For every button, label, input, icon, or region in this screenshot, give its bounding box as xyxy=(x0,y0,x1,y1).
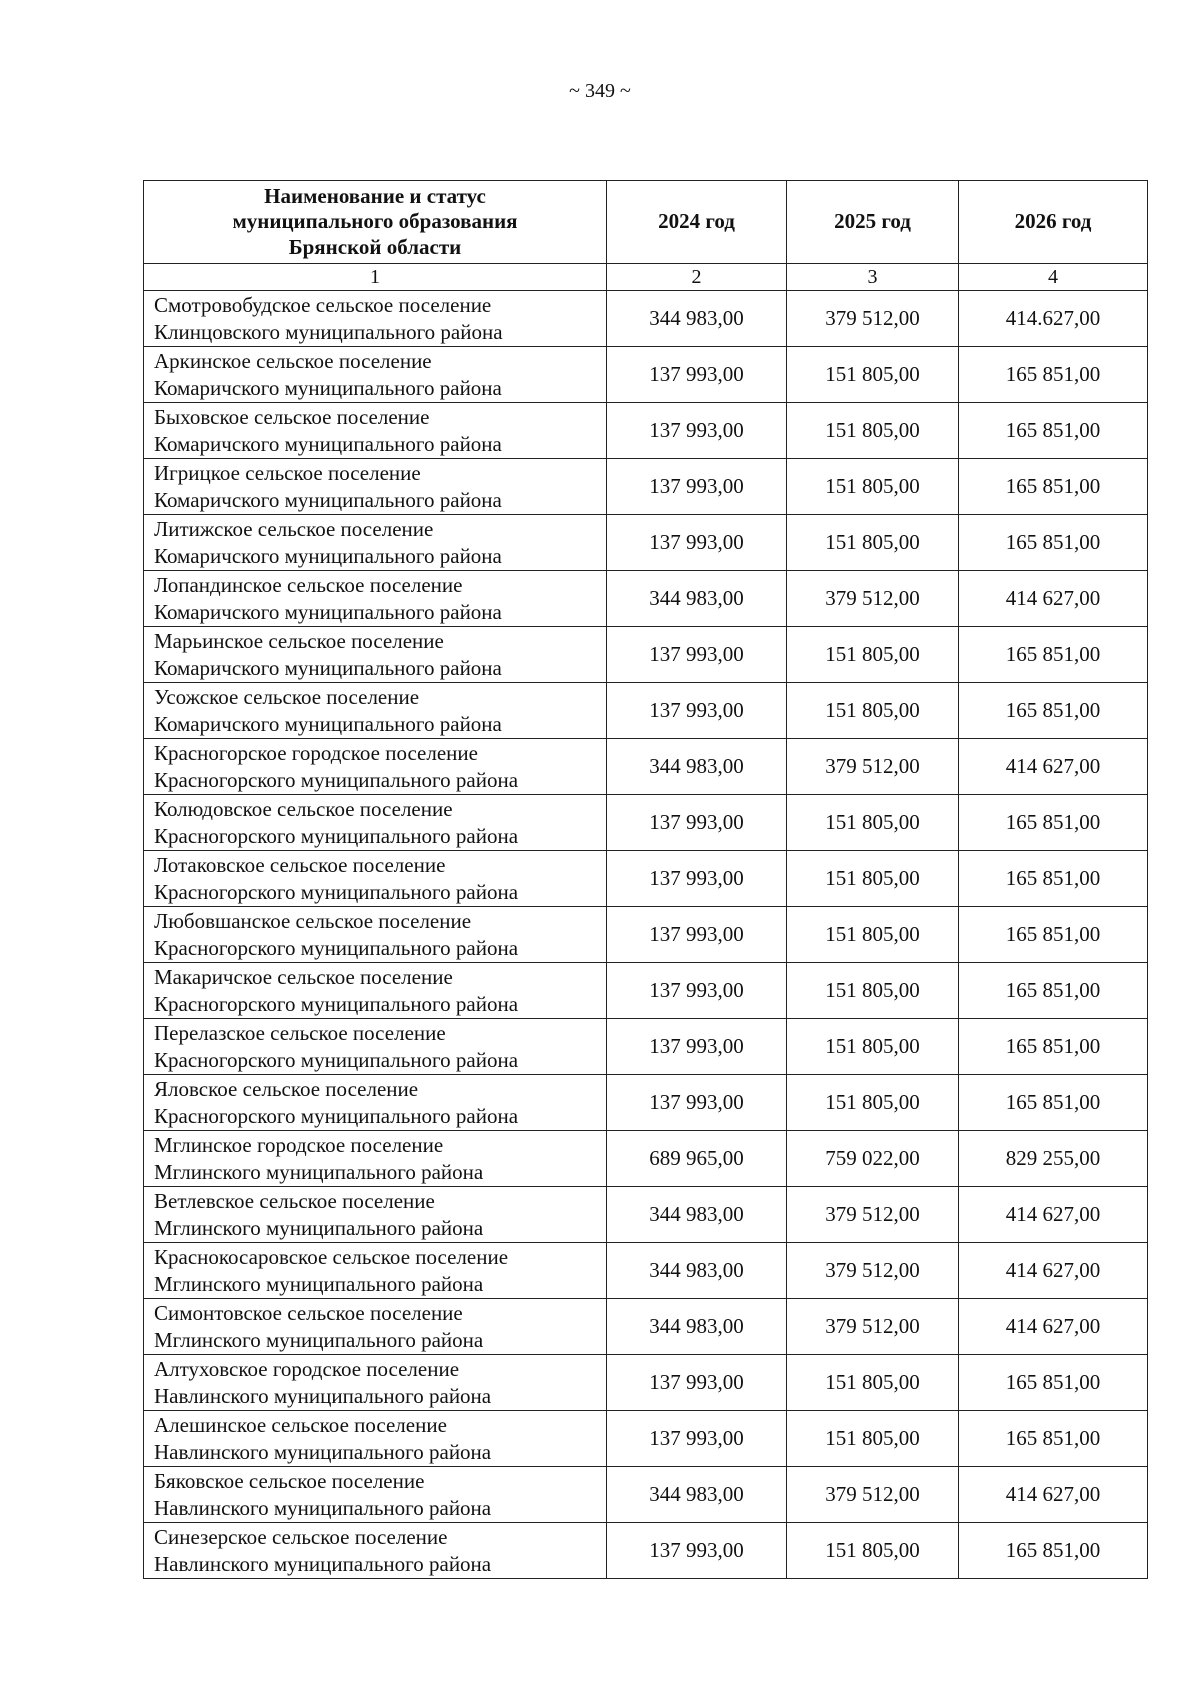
municipality-name-cell xyxy=(144,1299,607,1355)
value-2024-cell: 344 983,00 xyxy=(607,739,787,795)
settlement-name: Симонтовское сельское поселение xyxy=(154,1300,463,1325)
municipality-name-cell xyxy=(144,795,607,851)
district-name: Красногорского муниципального района xyxy=(154,991,519,1016)
year-2025-header: 2025 год xyxy=(787,181,959,264)
settlement-name: Игрицкое сельское поселение xyxy=(154,460,421,485)
table-row xyxy=(144,907,1148,963)
value-2024-cell: 137 993,00 xyxy=(607,683,787,739)
column-number-1: 1 xyxy=(144,264,607,291)
table-header-row xyxy=(144,181,1148,264)
table-row xyxy=(144,403,1148,459)
municipality-name-cell xyxy=(144,851,607,907)
value-2025-cell: 151 805,00 xyxy=(787,851,959,907)
settlement-name: Любовшанское сельское поселение xyxy=(154,908,472,933)
table-row xyxy=(144,795,1148,851)
value-2024-cell: 689 965,00 xyxy=(607,1131,787,1187)
value-2024-cell: 137 993,00 xyxy=(607,1075,787,1131)
municipality-name-cell xyxy=(144,403,607,459)
settlement-name: Смотровобудское сельское поселение xyxy=(154,292,492,317)
value-2024-cell: 137 993,00 xyxy=(607,963,787,1019)
table-body xyxy=(144,291,1148,1579)
settlement-name: Краснокосаровское сельское поселение xyxy=(154,1244,509,1269)
column-number-3: 3 xyxy=(787,264,959,291)
municipality-name-cell xyxy=(144,1411,607,1467)
value-2026-cell: 165 851,00 xyxy=(959,347,1148,403)
value-2024-cell: 344 983,00 xyxy=(607,1243,787,1299)
municipality-name-cell xyxy=(144,907,607,963)
municipality-name-cell xyxy=(144,1243,607,1299)
district-name: Мглинского муниципального района xyxy=(154,1215,484,1240)
table-row xyxy=(144,459,1148,515)
value-2025-cell: 151 805,00 xyxy=(787,795,959,851)
district-name: Навлинского муниципального района xyxy=(154,1551,492,1576)
municipality-name-cell xyxy=(144,1523,607,1579)
district-name: Комаричского муниципального района xyxy=(154,655,502,680)
value-2025-cell: 151 805,00 xyxy=(787,1355,959,1411)
value-2026-cell: 165 851,00 xyxy=(959,459,1148,515)
value-2025-cell: 151 805,00 xyxy=(787,515,959,571)
settlement-name: Быховское сельское поселение xyxy=(154,404,430,429)
value-2024-cell: 344 983,00 xyxy=(607,1299,787,1355)
value-2024-cell: 344 983,00 xyxy=(607,571,787,627)
settlement-name: Перелазское сельское поселение xyxy=(154,1020,446,1045)
value-2026-cell: 165 851,00 xyxy=(959,907,1148,963)
municipality-header-line-3: Брянской области xyxy=(288,234,462,259)
value-2026-cell: 165 851,00 xyxy=(959,795,1148,851)
value-2024-cell: 137 993,00 xyxy=(607,347,787,403)
settlement-name: Алешинское сельское поселение xyxy=(154,1412,447,1437)
settlement-name: Бяковское сельское поселение xyxy=(154,1468,425,1493)
settlement-name: Красногорское городское поселение xyxy=(154,740,478,765)
value-2026-cell: 165 851,00 xyxy=(959,1355,1148,1411)
value-2026-cell: 165 851,00 xyxy=(959,683,1148,739)
value-2024-cell: 137 993,00 xyxy=(607,403,787,459)
value-2024-cell: 344 983,00 xyxy=(607,1187,787,1243)
value-2026-cell: 165 851,00 xyxy=(959,851,1148,907)
municipality-name-cell xyxy=(144,1131,607,1187)
district-name: Клинцовского муниципального района xyxy=(154,319,503,344)
municipality-name-cell xyxy=(144,291,607,347)
municipality-name-cell xyxy=(144,1187,607,1243)
value-2024-cell: 137 993,00 xyxy=(607,795,787,851)
district-name: Красногорского муниципального района xyxy=(154,767,519,792)
value-2024-cell: 137 993,00 xyxy=(607,515,787,571)
value-2026-cell: 414 627,00 xyxy=(959,1187,1148,1243)
district-name: Навлинского муниципального района xyxy=(154,1383,492,1408)
settlement-name: Усожское сельское поселение xyxy=(154,684,420,709)
value-2026-cell: 165 851,00 xyxy=(959,963,1148,1019)
table-row xyxy=(144,1523,1148,1579)
district-name: Комаричского муниципального района xyxy=(154,711,502,736)
table-row xyxy=(144,683,1148,739)
value-2025-cell: 379 512,00 xyxy=(787,1243,959,1299)
value-2024-cell: 344 983,00 xyxy=(607,291,787,347)
value-2024-cell: 137 993,00 xyxy=(607,627,787,683)
municipality-name-cell xyxy=(144,627,607,683)
table-row xyxy=(144,1187,1148,1243)
table-row xyxy=(144,1243,1148,1299)
value-2025-cell: 151 805,00 xyxy=(787,347,959,403)
district-name: Комаричского муниципального района xyxy=(154,543,502,568)
column-number-row xyxy=(144,264,1148,291)
value-2025-cell: 379 512,00 xyxy=(787,1187,959,1243)
value-2025-cell: 151 805,00 xyxy=(787,683,959,739)
table-row xyxy=(144,291,1148,347)
settlement-name: Яловское сельское поселение xyxy=(154,1076,419,1101)
value-2026-cell: 414 627,00 xyxy=(959,1299,1148,1355)
table-row xyxy=(144,1075,1148,1131)
value-2025-cell: 151 805,00 xyxy=(787,963,959,1019)
year-2024-header: 2024 год xyxy=(607,181,787,264)
settlement-name: Ветлевское сельское поселение xyxy=(154,1188,435,1213)
municipality-name-cell xyxy=(144,739,607,795)
value-2026-cell: 414 627,00 xyxy=(959,571,1148,627)
table-row xyxy=(144,1355,1148,1411)
table-row xyxy=(144,1411,1148,1467)
value-2025-cell: 151 805,00 xyxy=(787,403,959,459)
municipality-name-cell xyxy=(144,515,607,571)
value-2025-cell: 151 805,00 xyxy=(787,459,959,515)
table-row xyxy=(144,571,1148,627)
settlement-name: Алтуховское городское поселение xyxy=(154,1356,460,1381)
district-name: Красногорского муниципального района xyxy=(154,879,519,904)
district-name: Навлинского муниципального района xyxy=(154,1495,492,1520)
value-2025-cell: 759 022,00 xyxy=(787,1131,959,1187)
district-name: Красногорского муниципального района xyxy=(154,935,519,960)
value-2026-cell: 165 851,00 xyxy=(959,515,1148,571)
table-row xyxy=(144,1467,1148,1523)
municipality-name-cell xyxy=(144,1019,607,1075)
table-row xyxy=(144,347,1148,403)
value-2025-cell: 379 512,00 xyxy=(787,571,959,627)
value-2025-cell: 151 805,00 xyxy=(787,907,959,963)
table-row xyxy=(144,1131,1148,1187)
district-name: Комаричского муниципального района xyxy=(154,487,502,512)
district-name: Мглинского муниципального района xyxy=(154,1271,484,1296)
settlement-name: Мглинское городское поселение xyxy=(154,1132,444,1157)
municipality-column-header xyxy=(144,181,607,264)
value-2026-cell: 414 627,00 xyxy=(959,1243,1148,1299)
table-row xyxy=(144,627,1148,683)
value-2024-cell: 137 993,00 xyxy=(607,1019,787,1075)
settlement-name: Синезерское сельское поселение xyxy=(154,1524,448,1549)
municipality-name-cell xyxy=(144,1467,607,1523)
table-row xyxy=(144,1299,1148,1355)
value-2024-cell: 137 993,00 xyxy=(607,1355,787,1411)
settlement-name: Аркинское сельское поселение xyxy=(154,348,432,373)
value-2025-cell: 379 512,00 xyxy=(787,1467,959,1523)
value-2026-cell: 414 627,00 xyxy=(959,739,1148,795)
budget-allocation-table xyxy=(143,180,1148,1579)
value-2026-cell: 829 255,00 xyxy=(959,1131,1148,1187)
year-2026-header: 2026 год xyxy=(959,181,1148,264)
value-2026-cell: 414.627,00 xyxy=(959,291,1148,347)
value-2025-cell: 151 805,00 xyxy=(787,627,959,683)
municipality-header-line-1: Наименование и статус xyxy=(264,184,486,209)
municipality-name-cell xyxy=(144,683,607,739)
district-name: Навлинского муниципального района xyxy=(154,1439,492,1464)
table-row xyxy=(144,963,1148,1019)
municipality-header-line-2: муниципального образования xyxy=(232,209,518,234)
value-2025-cell: 151 805,00 xyxy=(787,1019,959,1075)
value-2025-cell: 151 805,00 xyxy=(787,1523,959,1579)
table-row xyxy=(144,1019,1148,1075)
district-name: Мглинского муниципального района xyxy=(154,1159,484,1184)
settlement-name: Марьинское сельское поселение xyxy=(154,628,444,653)
table-row xyxy=(144,515,1148,571)
column-number-2: 2 xyxy=(607,264,787,291)
municipality-name-cell xyxy=(144,347,607,403)
settlement-name: Лопандинское сельское поселение xyxy=(154,572,463,597)
municipality-name-cell xyxy=(144,963,607,1019)
table-row xyxy=(144,739,1148,795)
value-2024-cell: 137 993,00 xyxy=(607,907,787,963)
value-2026-cell: 165 851,00 xyxy=(959,1411,1148,1467)
value-2024-cell: 137 993,00 xyxy=(607,1523,787,1579)
district-name: Красногорского муниципального района xyxy=(154,823,519,848)
district-name: Комаричского муниципального района xyxy=(154,599,502,624)
value-2025-cell: 379 512,00 xyxy=(787,291,959,347)
value-2026-cell: 414 627,00 xyxy=(959,1467,1148,1523)
value-2026-cell: 165 851,00 xyxy=(959,1019,1148,1075)
value-2026-cell: 165 851,00 xyxy=(959,1075,1148,1131)
district-name: Комаричского муниципального района xyxy=(154,375,502,400)
district-name: Красногорского муниципального района xyxy=(154,1047,519,1072)
value-2026-cell: 165 851,00 xyxy=(959,627,1148,683)
municipality-name-cell xyxy=(144,571,607,627)
value-2024-cell: 137 993,00 xyxy=(607,1411,787,1467)
municipality-name-cell xyxy=(144,1355,607,1411)
value-2025-cell: 151 805,00 xyxy=(787,1075,959,1131)
settlement-name: Литижское сельское поселение xyxy=(154,516,434,541)
district-name: Красногорского муниципального района xyxy=(154,1103,519,1128)
value-2024-cell: 137 993,00 xyxy=(607,459,787,515)
municipality-name-cell xyxy=(144,1075,607,1131)
value-2026-cell: 165 851,00 xyxy=(959,1523,1148,1579)
table-row xyxy=(144,851,1148,907)
value-2025-cell: 379 512,00 xyxy=(787,1299,959,1355)
value-2025-cell: 379 512,00 xyxy=(787,739,959,795)
value-2024-cell: 344 983,00 xyxy=(607,1467,787,1523)
district-name: Комаричского муниципального района xyxy=(154,431,502,456)
settlement-name: Макаричское сельское поселение xyxy=(154,964,453,989)
page-number: ~ 349 ~ xyxy=(569,80,631,102)
value-2024-cell: 137 993,00 xyxy=(607,851,787,907)
settlement-name: Лотаковское сельское поселение xyxy=(154,852,446,877)
district-name: Мглинского муниципального района xyxy=(154,1327,484,1352)
settlement-name: Колюдовское сельское поселение xyxy=(154,796,453,821)
value-2026-cell: 165 851,00 xyxy=(959,403,1148,459)
column-number-4: 4 xyxy=(959,264,1148,291)
value-2025-cell: 151 805,00 xyxy=(787,1411,959,1467)
municipality-name-cell xyxy=(144,459,607,515)
